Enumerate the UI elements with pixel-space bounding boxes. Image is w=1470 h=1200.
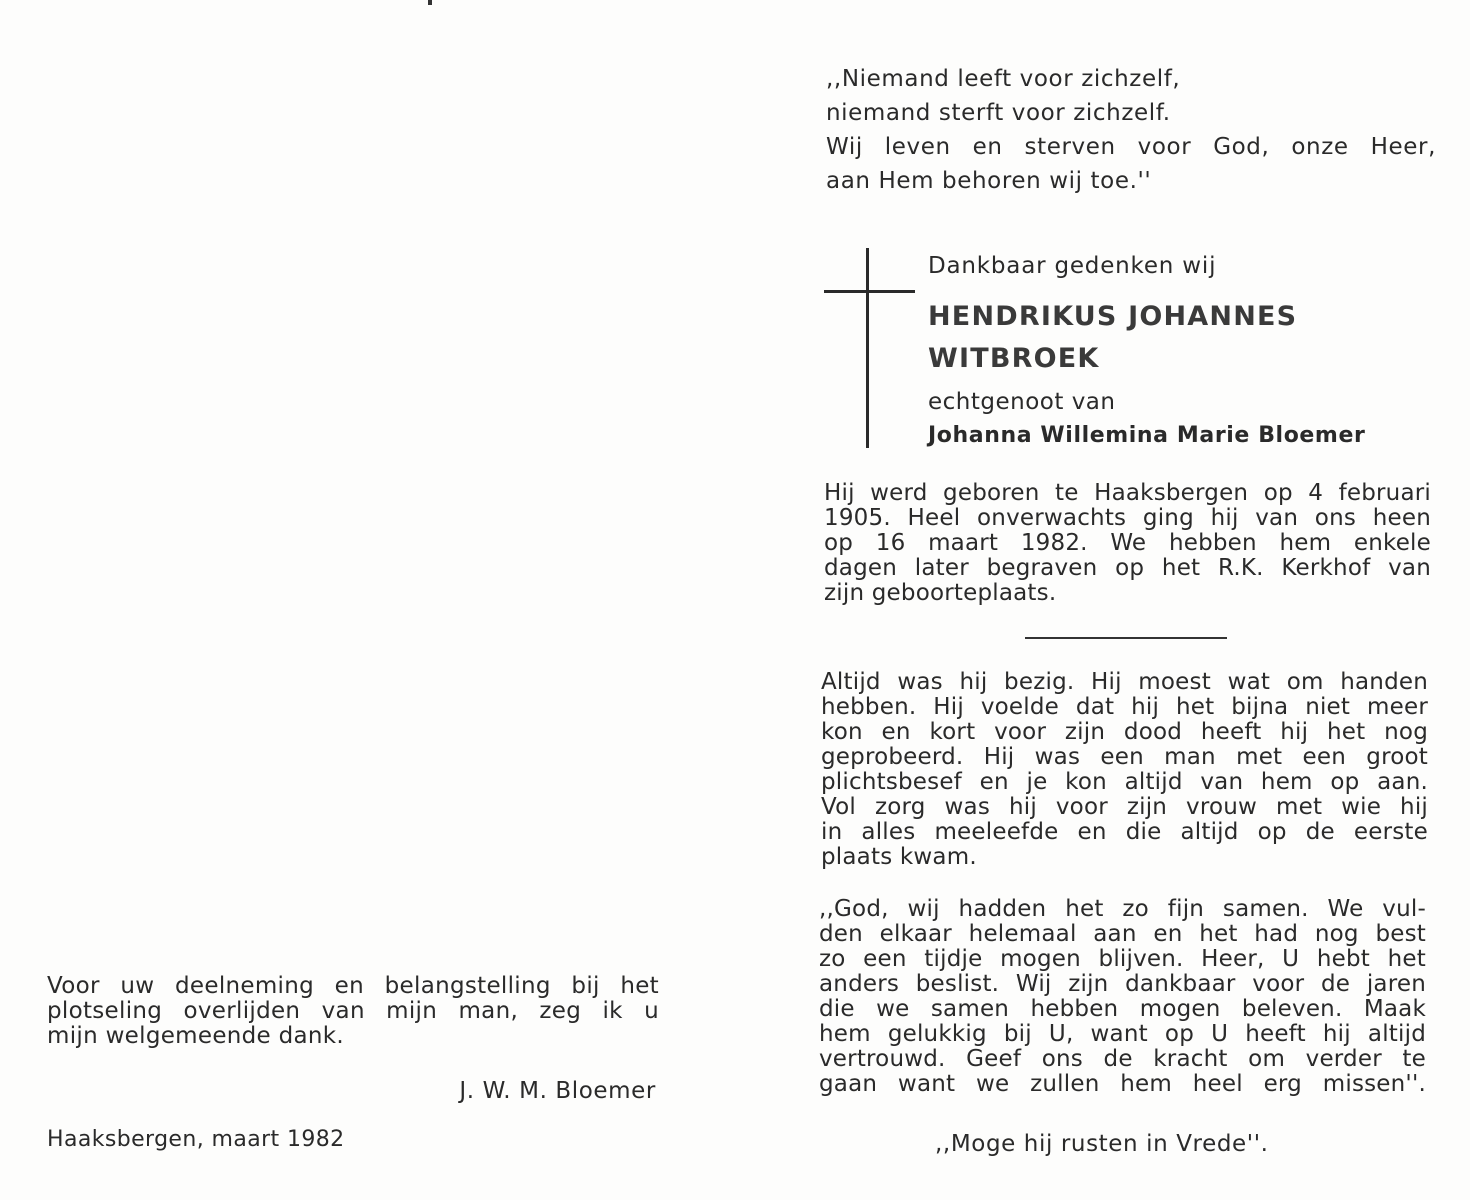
text-line: hem gelukkig bij U, want op U heeft hij altijd xyxy=(819,1021,1426,1047)
text-line: ,,God, wij hadden het zo fijn samen. We vul- xyxy=(819,896,1426,922)
verse-line: niemand sterft voor zichzelf. xyxy=(826,100,1171,126)
remember-text: Dankbaar gedenken wij xyxy=(928,253,1217,279)
thanks-line: Voor uw deelneming en belangstelling bij het xyxy=(47,973,659,999)
biography-paragraph xyxy=(824,481,1431,606)
text-line: plichtsbesef en je kon altijd van hem op aan. xyxy=(821,769,1428,795)
text-line: zo een tijdje mogen blijven. Heer, U hebt het xyxy=(819,946,1426,972)
verse-line: ,,Niemand leeft voor zichzelf, xyxy=(826,66,1181,92)
cross-icon-bar xyxy=(824,290,915,293)
text-line: anders beslist. Wij zijn dankbaar voor de jaren xyxy=(819,971,1426,997)
stray-ink-mark xyxy=(428,0,432,5)
cross-icon xyxy=(866,248,869,448)
spouse-name: Johanna Willemina Marie Bloemer xyxy=(928,423,1366,448)
text-line: Vol zorg was hij voor zijn vrouw met wie hij xyxy=(821,794,1428,820)
signature: J. W. M. Bloemer xyxy=(459,1078,656,1104)
verse-line: Wij leven en sterven voor God, onze Heer, xyxy=(826,134,1436,160)
place-date: Haaksbergen, maart 1982 xyxy=(47,1127,345,1152)
text-line: 1905. Heel onverwachts ging hij van ons heen xyxy=(824,505,1431,531)
text-line: Hij werd geboren te Haaksbergen op 4 februari xyxy=(824,480,1431,506)
text-line: die we samen hebben mogen beleven. Maak xyxy=(819,996,1426,1022)
spouse-label: echtgenoot van xyxy=(928,389,1116,415)
text-line: kon en kort voor zijn dood heeft hij het nog xyxy=(821,719,1428,745)
bible-verse xyxy=(826,62,1436,198)
thanks-line: plotseling overlijden van mijn man, zeg ik u xyxy=(47,998,659,1024)
verse-line: aan Hem behoren wij toe.'' xyxy=(826,168,1152,194)
text-line: in alles meeleefde en die altijd op de eerste xyxy=(821,819,1428,845)
text-line: hebben. Hij voelde dat hij het bijna niet meer xyxy=(821,694,1428,720)
deceased-surname: WITBROEK xyxy=(928,343,1100,374)
text-line: den elkaar helemaal aan en het had nog best xyxy=(819,921,1426,947)
character-paragraph xyxy=(821,670,1428,870)
divider xyxy=(1025,637,1227,639)
text-line: Altijd was hij bezig. Hij moest wat om handen xyxy=(821,669,1428,695)
thanks-line: mijn welgemeende dank. xyxy=(47,1023,345,1049)
deceased-first-names: HENDRIKUS JOHANNES xyxy=(928,301,1298,332)
text-line: gaan want we zullen hem heel erg missen''. xyxy=(819,1071,1426,1097)
text-line: op 16 maart 1982. We hebben hem enkele xyxy=(824,530,1431,556)
text-line: vertrouwd. Geef ons de kracht om verder te xyxy=(819,1046,1426,1072)
closing-prayer: ,,Moge hij rusten in Vrede''. xyxy=(935,1131,1269,1157)
text-line: dagen later begraven op het R.K. Kerkhof van xyxy=(824,555,1431,581)
deceased-name xyxy=(928,296,1297,380)
text-line: zijn geboorteplaats. xyxy=(824,580,1057,606)
prayer-paragraph xyxy=(819,897,1426,1097)
thanks-message xyxy=(47,974,659,1049)
text-line: geprobeerd. Hij was een man met een groot xyxy=(821,744,1428,770)
text-line: plaats kwam. xyxy=(821,844,977,870)
